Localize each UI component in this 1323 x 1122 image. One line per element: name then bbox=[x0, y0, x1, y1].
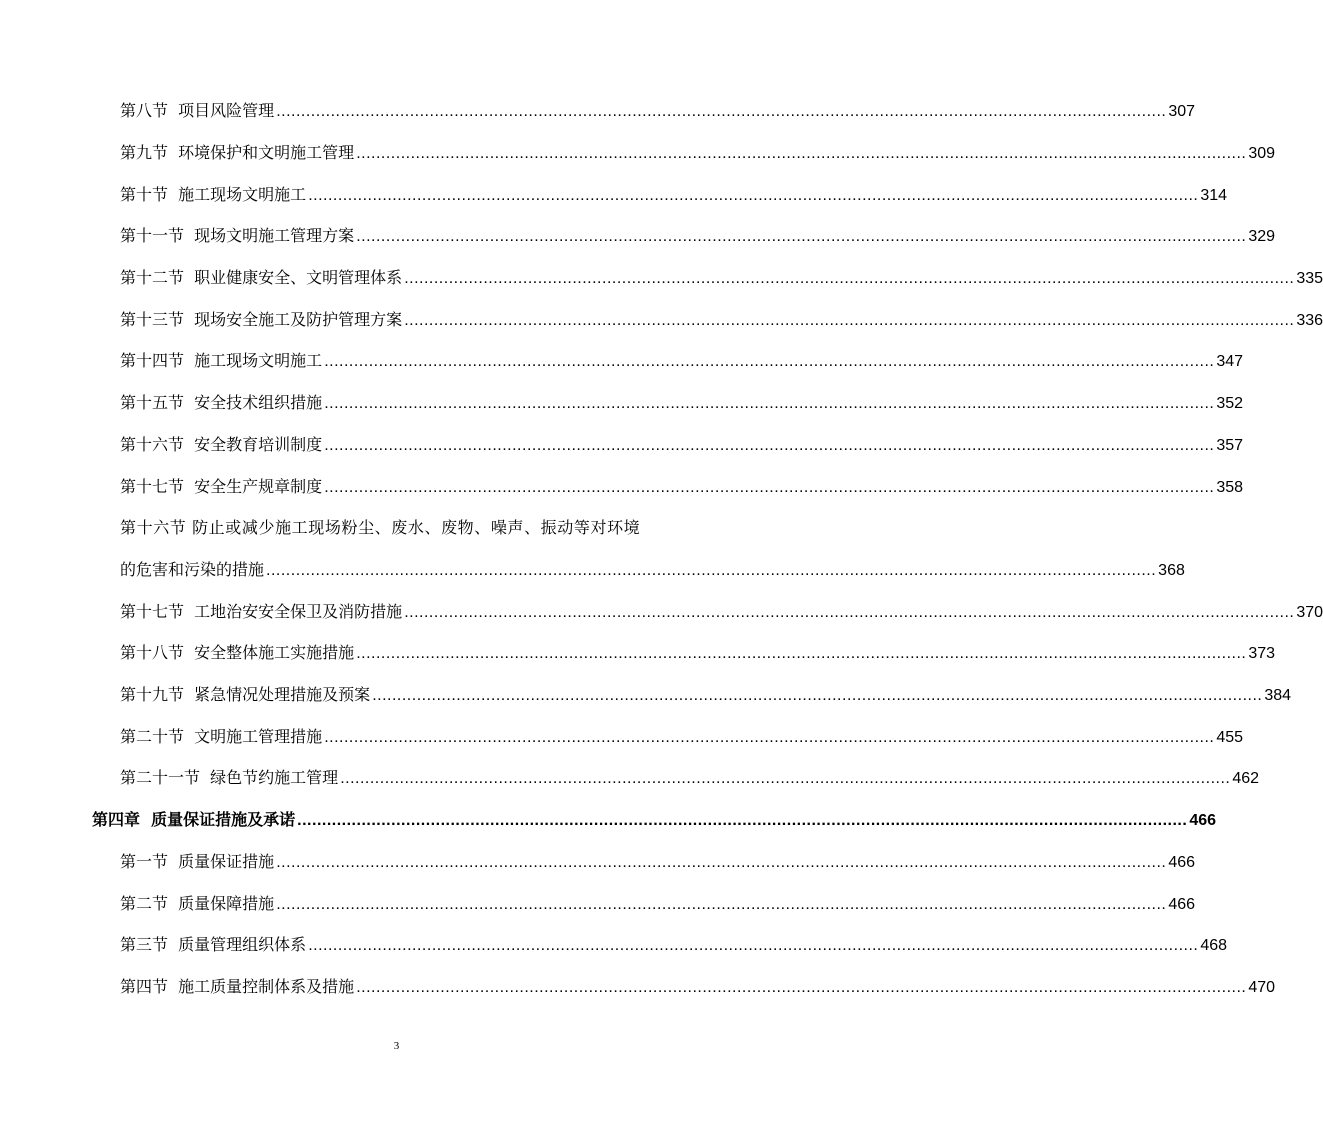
toc-entry-line bbox=[120, 847, 1196, 877]
toc-leader-dots: .................................................................................................................................................................................... bbox=[404, 312, 1295, 329]
toc-entry-page: 470 bbox=[1248, 979, 1276, 996]
toc-leader-dots: .................................................................................................................................................................................... bbox=[324, 729, 1215, 746]
toc-entry[interactable] bbox=[0, 680, 1292, 710]
toc-entry[interactable] bbox=[0, 889, 1196, 919]
toc-entry[interactable] bbox=[0, 722, 1244, 752]
toc-entry-line bbox=[120, 180, 1228, 210]
toc-entry-page: 352 bbox=[1216, 395, 1244, 412]
toc-leader-dots: .................................................................................................................................................................................... bbox=[324, 353, 1215, 370]
toc-entry-page: 468 bbox=[1200, 937, 1228, 954]
toc-entry[interactable] bbox=[0, 638, 1276, 668]
toc-entry[interactable] bbox=[0, 96, 1196, 126]
toc-entry[interactable] bbox=[0, 763, 1260, 793]
toc-leader-dots: .................................................................................................................................................................................... bbox=[404, 270, 1295, 287]
toc-entry-page: 384 bbox=[1264, 687, 1292, 704]
toc-entry-wrapped-first-line[interactable] bbox=[0, 513, 793, 543]
toc-leader-dots: .................................................................................................................................................................................... bbox=[276, 854, 1167, 871]
toc-entry-line bbox=[120, 763, 1260, 793]
toc-entry-line bbox=[120, 305, 1323, 335]
toc-entry-line bbox=[120, 138, 1276, 168]
toc-entry-page: 336 bbox=[1296, 312, 1323, 329]
toc-entry-title: 第十七节 安全生产规章制度 bbox=[120, 477, 323, 496]
toc-entry-line bbox=[120, 889, 1196, 919]
toc-entry-title: 第九节 环境保护和文明施工管理 bbox=[120, 143, 355, 162]
toc-entry-line bbox=[120, 680, 1292, 710]
toc-chapter-entry[interactable] bbox=[0, 805, 1217, 835]
toc-entry-line bbox=[120, 555, 1185, 585]
toc-leader-dots: .................................................................................................................................................................................... bbox=[356, 979, 1247, 996]
toc-entry-line bbox=[120, 388, 1244, 418]
toc-entry[interactable] bbox=[0, 221, 1276, 251]
toc-entry-page: 466 bbox=[1168, 854, 1196, 871]
toc-entry-title: 第八节 项目风险管理 bbox=[120, 101, 275, 120]
toc-entry-page: 357 bbox=[1216, 437, 1244, 454]
toc-entry-page: 329 bbox=[1248, 228, 1276, 245]
toc-entry[interactable] bbox=[0, 388, 1244, 418]
toc-chapter-title: 第四章 质量保证措施及承诺 bbox=[92, 810, 296, 829]
toc-entry-title: 第四节 施工质量控制体系及措施 bbox=[120, 977, 355, 996]
toc-leader-dots: .................................................................................................................................................................................... bbox=[276, 896, 1167, 913]
toc-entry-page: 314 bbox=[1200, 187, 1228, 204]
toc-entry-line bbox=[120, 96, 1196, 126]
toc-leader-dots: .................................................................................................................................................................................... bbox=[340, 770, 1231, 787]
toc-entry[interactable] bbox=[0, 138, 1276, 168]
toc-entry-line bbox=[120, 638, 1276, 668]
toc-leader-dots: .................................................................................................................................................................................... bbox=[308, 187, 1199, 204]
toc-entry-title: 第十六节 安全教育培训制度 bbox=[120, 435, 323, 454]
toc-entry-page: 373 bbox=[1248, 645, 1276, 662]
toc-entry-line bbox=[120, 263, 1323, 293]
toc-entry-page: 309 bbox=[1248, 145, 1276, 162]
toc-entry[interactable] bbox=[0, 972, 1276, 1002]
toc-entry[interactable] bbox=[0, 305, 1323, 335]
page-number: 3 bbox=[393, 1040, 400, 1052]
toc-entry-page: 358 bbox=[1216, 479, 1244, 496]
toc-entry-line bbox=[120, 722, 1244, 752]
toc-entry-line bbox=[92, 805, 1217, 835]
toc-entry-title: 第十八节 安全整体施工实施措施 bbox=[120, 643, 355, 662]
toc-entry-title-line2: 的危害和污染的措施 bbox=[120, 560, 265, 579]
toc-entry-page: 335 bbox=[1296, 270, 1323, 287]
toc-entry-title: 第十四节 施工现场文明施工 bbox=[120, 351, 323, 370]
toc-entry-wrapped-second-line[interactable] bbox=[0, 555, 1185, 585]
toc-entry-line bbox=[120, 346, 1244, 376]
toc-entry-line bbox=[120, 472, 1244, 502]
toc-entry-title: 第二十一节 绿色节约施工管理 bbox=[120, 768, 339, 787]
toc-entry-page: 368 bbox=[1158, 562, 1185, 579]
toc-entry[interactable] bbox=[0, 180, 1228, 210]
toc-leader-dots: .................................................................................................................................................................................... bbox=[308, 937, 1199, 954]
toc-entry-line bbox=[120, 597, 1323, 627]
toc-entry-line bbox=[120, 430, 1244, 460]
toc-entry-title: 第十七节 工地治安安全保卫及消防措施 bbox=[120, 602, 403, 621]
toc-leader-dots: .................................................................................................................................................................................... bbox=[266, 562, 1157, 579]
toc-leader-dots: .................................................................................................................................................................................... bbox=[324, 479, 1215, 496]
toc-leader-dots: .................................................................................................................................................................................... bbox=[356, 228, 1247, 245]
toc-entry[interactable] bbox=[0, 263, 1323, 293]
toc-entry-title: 第二十节 文明施工管理措施 bbox=[120, 727, 323, 746]
toc-leader-dots: .................................................................................................................................................................................... bbox=[324, 437, 1215, 454]
toc-entry[interactable] bbox=[0, 597, 1323, 627]
toc-leader-dots: .................................................................................................................................................................................... bbox=[356, 145, 1247, 162]
toc-leader-dots: .................................................................................................................................................................................... bbox=[404, 604, 1295, 621]
toc-entry[interactable] bbox=[0, 430, 1244, 460]
toc-entry[interactable] bbox=[0, 472, 1244, 502]
toc-leader-dots: .................................................................................................................................................................................... bbox=[324, 395, 1215, 412]
toc-entry[interactable] bbox=[0, 346, 1244, 376]
toc-leader-dots: .................................................................................................................................................................................... bbox=[372, 687, 1263, 704]
toc-entry-page: 462 bbox=[1232, 770, 1260, 787]
toc-entry-line bbox=[120, 972, 1276, 1002]
toc-entry-page: 455 bbox=[1216, 729, 1244, 746]
toc-entry-page: 307 bbox=[1168, 103, 1196, 120]
toc-entry-line bbox=[120, 221, 1276, 251]
toc-entry-page: 370 bbox=[1296, 604, 1323, 621]
toc-entry-page: 466 bbox=[1168, 896, 1196, 913]
toc-entry-title: 第三节 质量管理组织体系 bbox=[120, 935, 307, 954]
toc-entry-title: 第十二节 职业健康安全、文明管理体系 bbox=[120, 268, 403, 287]
toc-entry-title-line1: 第十六节 防止或减少施工现场粉尘、废水、废物、噪声、振动等对环境 bbox=[120, 518, 641, 537]
toc-entry-title: 第十三节 现场安全施工及防护管理方案 bbox=[120, 310, 403, 329]
toc-leader-dots: .................................................................................................................................................................................... bbox=[356, 645, 1247, 662]
toc-entry-title: 第十九节 紧急情况处理措施及预案 bbox=[120, 685, 371, 704]
toc-leader-dots: .................................................................................................................................................................................... bbox=[297, 812, 1188, 829]
toc-leader-dots: .................................................................................................................................................................................... bbox=[276, 103, 1167, 120]
toc-entry-title: 第十五节 安全技术组织措施 bbox=[120, 393, 323, 412]
toc-entry-title: 第十一节 现场文明施工管理方案 bbox=[120, 226, 355, 245]
toc-entry-page: 347 bbox=[1216, 353, 1244, 370]
toc-entry-page: 466 bbox=[1189, 812, 1217, 829]
toc-entry-title: 第十节 施工现场文明施工 bbox=[120, 185, 307, 204]
toc-entry-line bbox=[120, 930, 1228, 960]
toc-entry-title: 第二节 质量保障措施 bbox=[120, 894, 275, 913]
toc-entry-title: 第一节 质量保证措施 bbox=[120, 852, 275, 871]
toc-entry[interactable] bbox=[0, 847, 1196, 877]
toc-entry[interactable] bbox=[0, 930, 1228, 960]
